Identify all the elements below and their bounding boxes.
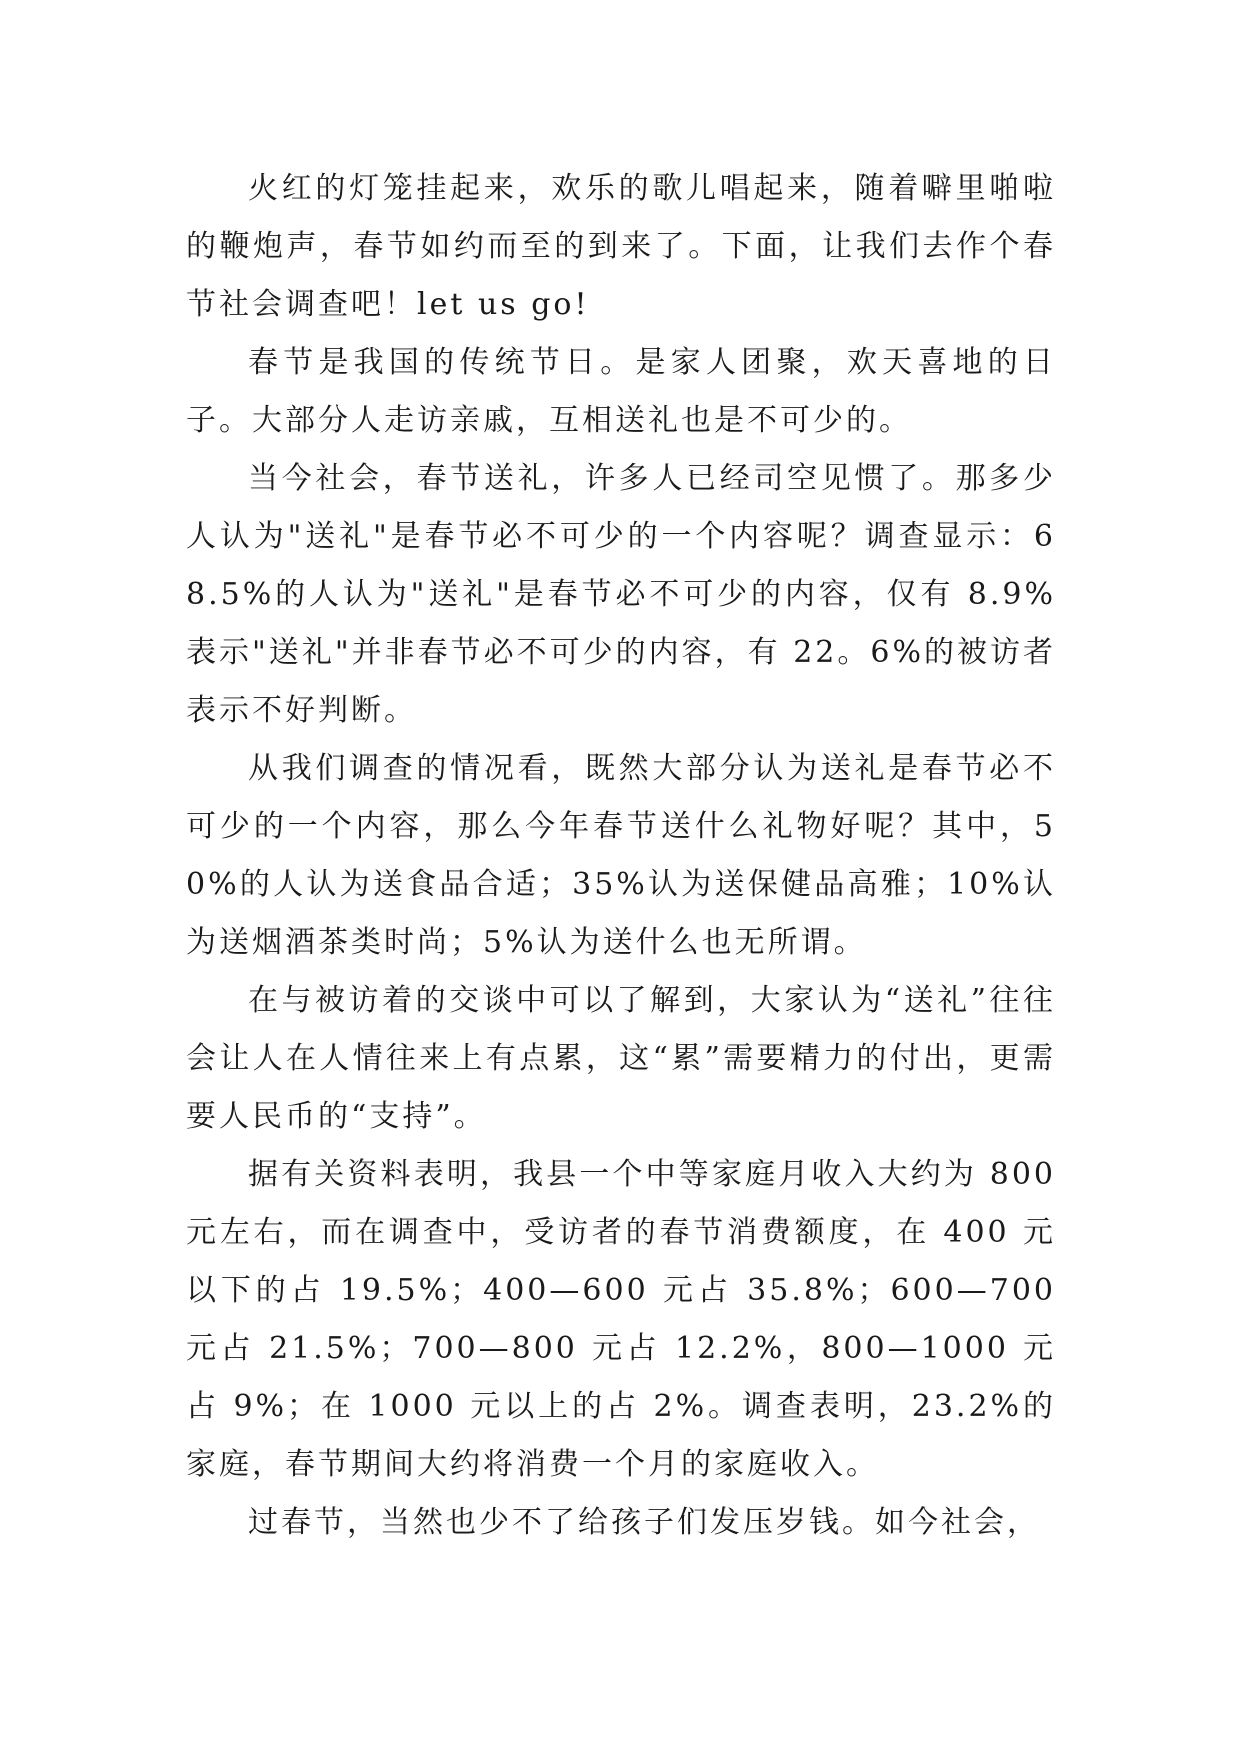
paragraph-gift-choices: 从我们调查的情况看，既然大部分认为送礼是春节必不可少的一个内容，那么今年春节送什么礼物好呢？其中，50%的人认为送食品合适；35%认为送保健品高雅；10%认为送烟酒茶类时尚；5%认为送什么也无所谓。 [186, 751, 1056, 960]
document-body [186, 160, 1056, 1552]
paragraph-spending-levels: 据有关资料表明，我县一个中等家庭月收入大约为 800 元左右，而在调查中，受访者的春节消费额度，在 400 元以下的占 19.5%；400—600 元占 35.8%；600—700 元占 21.5%；700—800 元占 12.2%，800—1000 元占 9%；在 1000 元以上的占 2%。调查表明，23.2%的家庭，春节期间大约将消费一个月的家庭收入。 [186, 1157, 1056, 1482]
paragraph-lanterns-intro: 火红的灯笼挂起来，欢乐的歌儿唱起来，随着噼里啪啦的鞭炮声，春节如约而至的到来了。下面，让我们去作个春节社会调查吧！let us go! [186, 171, 1056, 322]
paragraph-gift-burden: 在与被访着的交谈中可以了解到，大家认为“送礼”往往会让人在人情往来上有点累，这“累”需要精力的付出，更需要人民币的“支持”。 [186, 983, 1056, 1134]
paragraph-gift-survey-results: 当今社会，春节送礼，许多人已经司空见惯了。那多少人认为"送礼"是春节必不可少的一个内容呢？调查显示：68.5%的人认为"送礼"是春节必不可少的内容，仅有 8.9%表示"送礼"并非春节必不可少的内容，有 22。6%的被访者表示不好判断。 [186, 461, 1056, 728]
paragraph-lucky-money: 过春节，当然也少不了给孩子们发压岁钱。如今社会， [248, 1505, 1040, 1540]
paragraph-traditional-festival: 春节是我国的传统节日。是家人团聚，欢天喜地的日子。大部分人走访亲戚，互相送礼也是不可少的。 [186, 345, 1056, 438]
